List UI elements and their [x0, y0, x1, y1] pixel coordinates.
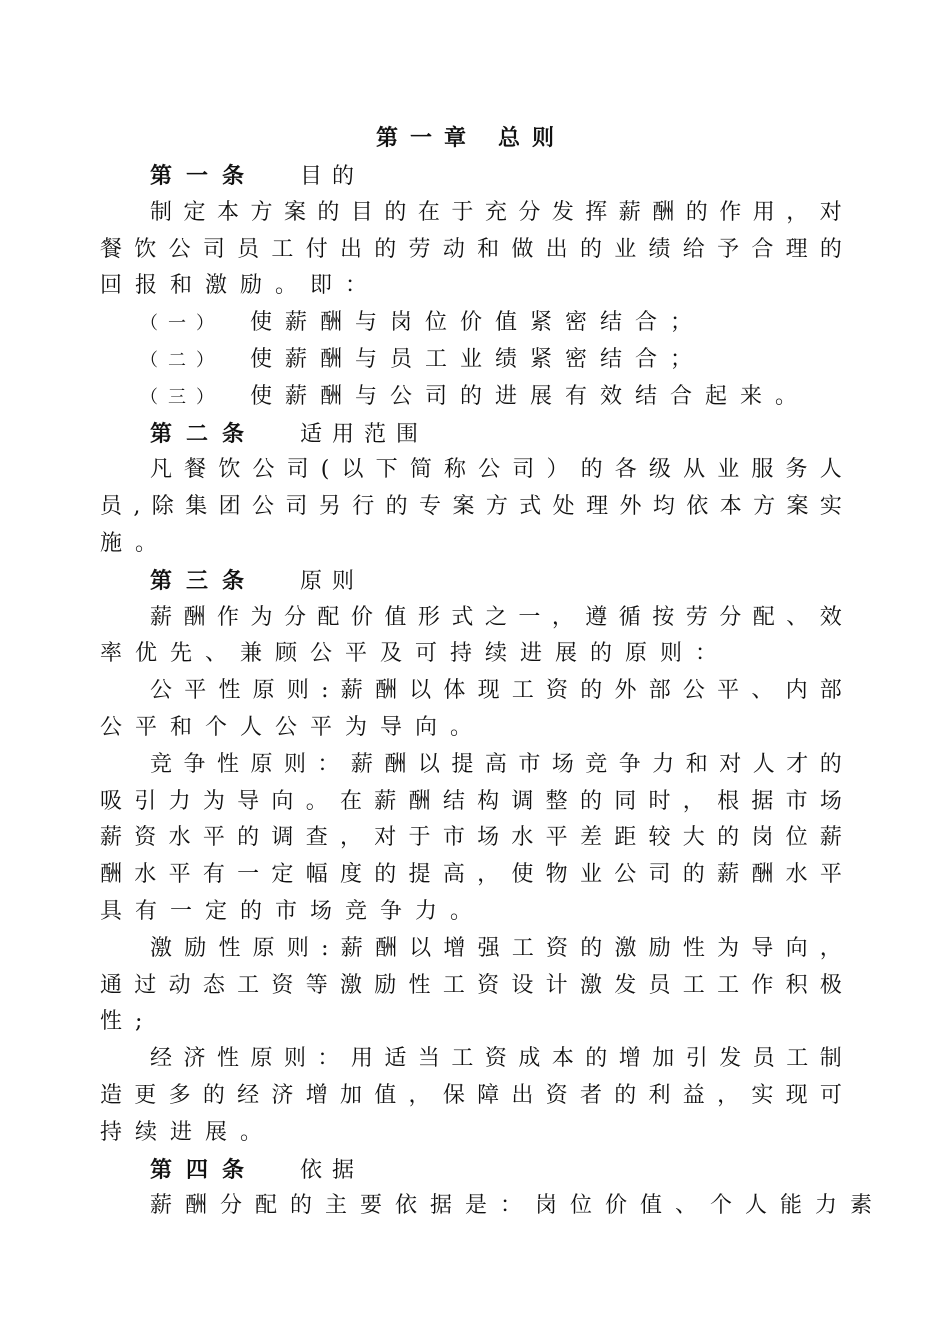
- paragraph-line: 公 平 性 原 则 : 薪 酬 以 体 现 工 资 的 外 部 公 平 、 内 部: [150, 678, 842, 704]
- paragraph-line: 酬 水 平 有 一 定 幅 度 的 提 高 ， 使 物 业 公 司 的 薪 酬 水 平: [100, 862, 842, 888]
- article-title: 目的: [300, 164, 365, 189]
- article-heading: [100, 416, 842, 453]
- document-body: [100, 158, 886, 1225]
- paragraph-line: 持续进展。: [100, 1119, 276, 1145]
- article-heading: [100, 563, 842, 600]
- paragraph-line: 造 更 多 的 经 济 增 加 值 ， 保 障 出 资 者 的 利 益 ， 实 现 可: [100, 1082, 842, 1108]
- chapter-heading: [100, 118, 842, 158]
- paragraph-line: 回报和激励。即：: [100, 273, 381, 299]
- paragraph-line: 通 过 动 态 工 资 等 激 励 性 工 资 设 计 激 发 员 工 工 作 积 极: [100, 972, 842, 998]
- article-heading: [100, 1152, 842, 1189]
- paragraph-line: 吸 引 力 为 导 向 。 在 薪 酬 结 构 调 整 的 同 时 ， 根 据 市 场: [100, 788, 842, 814]
- paragraph-line: 性;: [100, 1009, 156, 1035]
- chapter-number: 第一章: [375, 125, 478, 151]
- document-page: [100, 118, 886, 1225]
- paragraph-line: 餐 饮 公 司 员 工 付 出 的 劳 动 和 做 出 的 业 绩 给 予 合 理 的: [100, 236, 842, 262]
- list-item-marker: （三）: [140, 386, 224, 408]
- list-item: [100, 342, 842, 379]
- list-item-marker: （一）: [140, 313, 224, 335]
- article-number: 第三条: [150, 567, 259, 594]
- article-number: 第一条: [150, 163, 259, 189]
- paragraph-line: 公平和个人公平为导向。: [100, 714, 486, 740]
- paragraph-line: 具有一定的市场竞争力。: [100, 898, 486, 924]
- list-item: [100, 379, 842, 416]
- paragraph-line: 员 , 除 集 团 公 司 另 行 的 专 案 方 式 处 理 外 均 依 本 方 案 实: [100, 494, 842, 520]
- paragraph-line: 薪 酬 作 为 分 配 价 值 形 式 之 一 ， 遵 循 按 劳 分 配 、 效: [150, 604, 842, 630]
- chapter-name: 总则: [498, 125, 567, 151]
- article-title: 依据: [300, 1157, 365, 1183]
- paragraph-line: 制 定 本 方 案 的 目 的 在 于 充 分 发 挥 薪 酬 的 作 用 ， 对: [150, 199, 842, 225]
- paragraph-line: 薪酬分配的主要依据是：岗位价值、个人能力素: [150, 1193, 886, 1219]
- article-title: 适用范围: [300, 421, 429, 447]
- list-item-marker: （二）: [140, 349, 224, 371]
- list-item: [100, 305, 842, 342]
- paragraph-line: 竞 争 性 原 则 ： 薪 酬 以 提 高 市 场 竞 争 力 和 对 人 才 的: [150, 751, 842, 777]
- list-item-text: 使薪酬与员工业绩紧密结合；: [250, 346, 706, 372]
- paragraph-line: 率优先、兼顾公平及可持续进展的原则：: [100, 641, 731, 667]
- article-number: 第二条: [150, 420, 259, 447]
- article-title: 原则: [300, 568, 365, 594]
- paragraph-line: 激 励 性 原 则 : 薪 酬 以 增 强 工 资 的 激 励 性 为 导 向 ，: [150, 935, 842, 961]
- paragraph-line: 经 济 性 原 则 ： 用 适 当 工 资 成 本 的 增 加 引 发 员 工 制: [150, 1046, 842, 1072]
- paragraph-line: 凡 餐 饮 公 司 ( 以 下 简 称 公 司 ） 的 各 级 从 业 服 务 人: [150, 457, 842, 483]
- article-heading: [100, 158, 842, 195]
- list-item-text: 使薪酬与公司的进展有效结合起来。: [250, 383, 811, 409]
- paragraph-line: 薪 资 水 平 的 调 查 ， 对 于 市 场 水 平 差 距 较 大 的 岗 位 薪: [100, 825, 842, 851]
- article-number: 第四条: [150, 1156, 259, 1183]
- list-item-text: 使薪酬与岗位价值紧密结合；: [250, 310, 706, 336]
- paragraph-line: 施。: [100, 530, 171, 556]
